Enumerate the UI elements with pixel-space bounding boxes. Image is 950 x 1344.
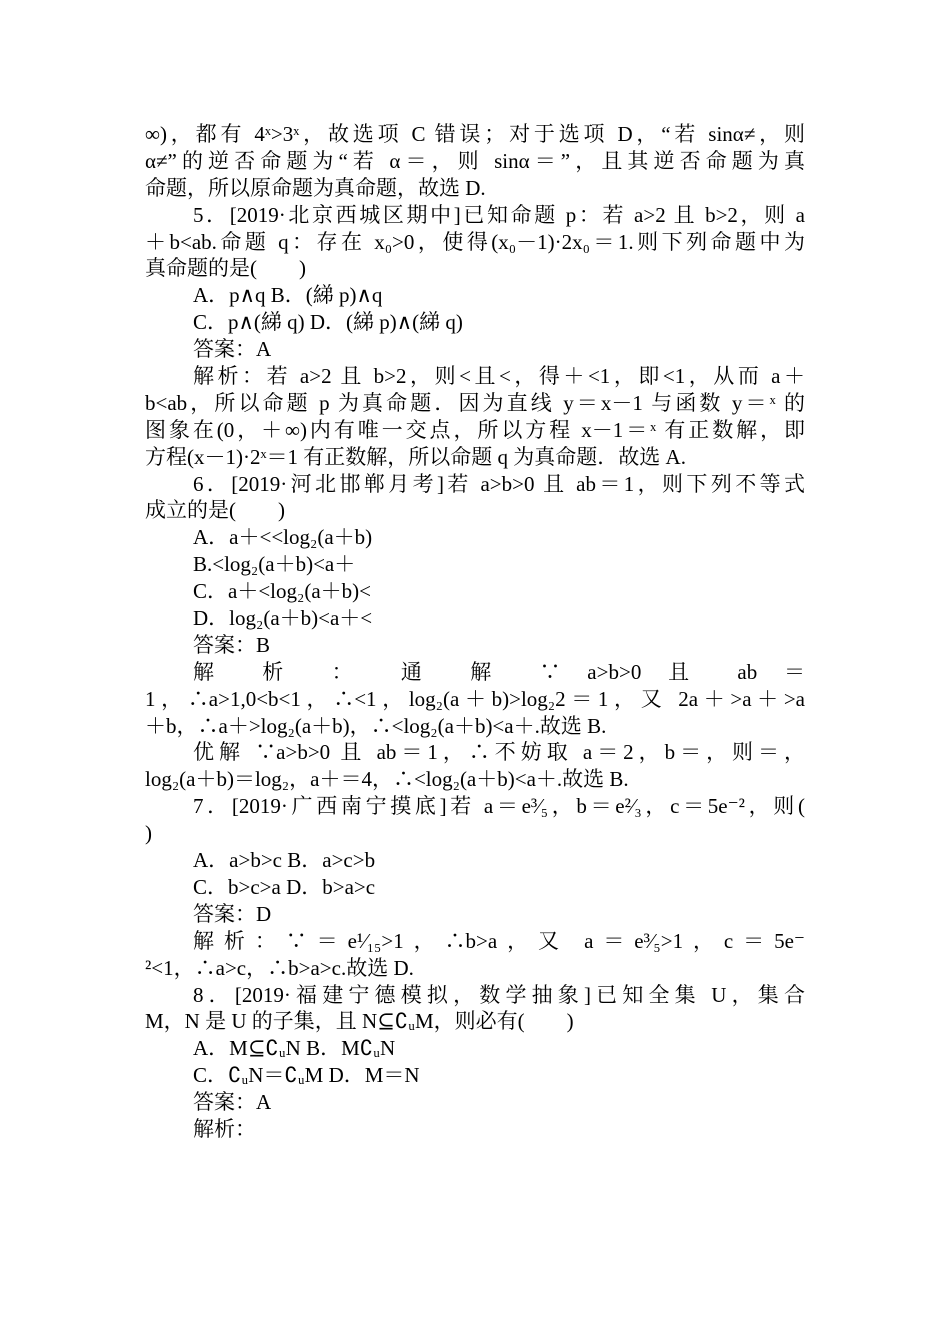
text-line: 5．[2019·北京西城区期中]已知命题 p：若 a>2 且 b>2，则 a <box>193 202 805 227</box>
text-line: 成立的是( ) <box>145 498 285 523</box>
text-line: 图象在(0，＋∞)内有唯一交点，所以方程 x－1＝ˣ 有正数解，即 <box>145 417 805 442</box>
text-line: C．p∧(綈 q) D．(綈 p)∧(綈 q) <box>193 310 463 335</box>
text-line: ＋b<ab.命题 q：存在 x₀>0，使得(x₀－1)·2x₀＝1.则下列命题中为 <box>145 229 805 254</box>
text-line: D．log₂(a＋b)<a＋< <box>193 606 373 631</box>
text-line: 答案：B <box>193 632 271 657</box>
text-line: B.<log₂(a＋b)<a＋ <box>193 552 356 577</box>
text-line: ∞)，都有 4ˣ>3ˣ，故选项 C 错误；对于选项 D，“若 sinα≠，则 <box>145 122 805 146</box>
text-line: A．a＋<<log₂(a＋b) <box>193 525 373 550</box>
document-body <box>145 121 805 1143</box>
text-line: 8．[2019·福建宁德模拟，数学抽象]已知全集 U，集合 <box>193 982 805 1007</box>
text-line: 答案：A <box>193 1090 272 1115</box>
text-line: α≠”的逆否命题为“若 α＝，则 sinα＝”，且其逆否命题为真 <box>145 148 805 173</box>
text-line: 6．[2019·河北邯郸月考]若 a>b>0 且 ab＝1，则下列不等式 <box>193 471 805 496</box>
text-line: 命题，所以原命题为真命题，故选 D. <box>145 175 486 200</box>
text-line: 方程(x－1)·2ˣ＝1 有正数解，所以命题 q 为真命题．故选 A. <box>145 444 686 469</box>
text-line: 解析：若 a>2 且 b>2，则<且<，得＋<1，即<1，从而 a＋ <box>193 364 805 389</box>
text-line: A．a>b>c B．a>c>b <box>193 848 376 873</box>
text-line: A．p∧q B．(綈 p)∧q <box>193 283 383 308</box>
text-line: C．b>c>a D．b>a>c <box>193 874 376 899</box>
text-line: 1，∴a>1,0<b<1，∴<1，log₂(a＋b)>log₂2＝1，又 2a＋>a＋>a <box>145 686 805 711</box>
text-line: ) <box>145 821 152 846</box>
text-line: b<ab，所以命题 p 为真命题．因为直线 y＝x－1 与函数 y＝ˣ 的 <box>145 390 805 415</box>
text-line: log₂(a＋b)＝log₂，a＋＝4，∴<log₂(a＋b)<a＋.故选 B. <box>145 767 629 792</box>
text-line: 答案：D <box>193 901 272 926</box>
text-line: 7．[2019·广西南宁摸底]若 a＝e³⁄₅，b＝e²⁄₃，c＝5e⁻²，则( <box>193 794 805 819</box>
text-line: M，N 是 U 的子集，且 N⊆∁ᵤM，则必有( ) <box>145 1009 574 1034</box>
text-line: 解析： <box>193 1116 256 1141</box>
text-line: 真命题的是( ) <box>145 256 306 281</box>
text-line: C．∁ᵤN＝∁ᵤM D．M＝N <box>193 1063 420 1088</box>
text-line: ＋b，∴a＋>log₂(a＋b)，∴<log₂(a＋b)<a＋.故选 B. <box>145 713 607 738</box>
text-line: 答案：A <box>193 337 272 362</box>
text-line: 优解 ∵a>b>0 且 ab＝1，∴不妨取 a＝2，b＝，则＝， <box>193 740 805 765</box>
text-line: ²<1，∴a>c，∴b>a>c.故选 D. <box>145 955 414 980</box>
text-line: 解析：∵＝e¹⁄₁₅>1，∴b>a，又 a＝e³⁄₅>1，c＝5e⁻ <box>193 928 805 953</box>
text-line: 解 析 ： 通 解 ∵ a>b>0 且 ab ＝ <box>193 659 805 684</box>
text-line: C．a＋<log₂(a＋b)< <box>193 579 371 604</box>
text-line: A．M⊆∁ᵤN B．M∁ᵤN <box>193 1036 396 1061</box>
